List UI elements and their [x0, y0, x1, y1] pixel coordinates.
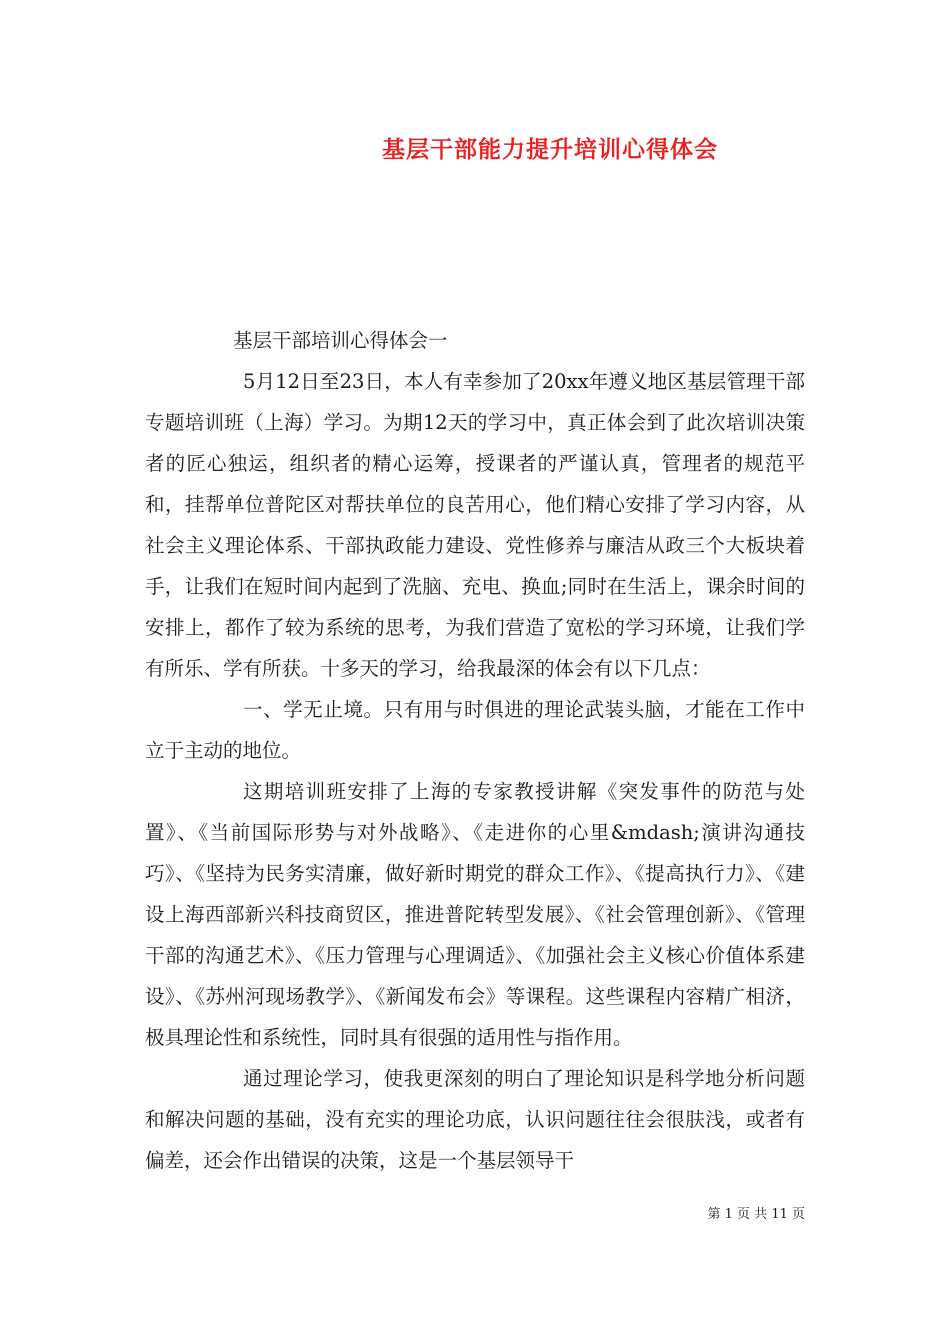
- body-paragraph: 一、学无止境。只有用与时俱进的理论武装头脑，才能在工作中立于主动的地位。: [145, 698, 805, 762]
- document-body: [145, 320, 805, 1181]
- section-subheading: 基层干部培训心得体会一: [233, 329, 448, 352]
- body-paragraph: 5月12日至23日，本人有幸参加了20xx年遵义地区基层管理干部专题培训班（上海）学习。为期12天的学习中，真正体会到了此次培训决策者的匠心独运，组织者的精心运筹，授课者的严谨认真，管理者的规范平和，挂帮单位普陀区对帮扶单位的良苦用心，他们精心安排了学习内容，从社会主义理论体系、干部执政能力建设、党性修养与廉洁从政三个大板块着手，让我们在短时间内起到了洗脑、充电、换血;同时在生活上，课余时间的安排上，都作了较为系统的思考，为我们营造了宽松的学习环境，让我们学有所乐、学有所获。十多天的学习，给我最深的体会有以下几点：: [145, 370, 805, 680]
- body-paragraph: 这期培训班安排了上海的专家教授讲解《突发事件的防范与处置》、《当前国际形势与对外战略》、《走进你的心里&mdash;演讲沟通技巧》、《坚持为民务实清廉，做好新时期党的群众工作》、《提高执行力》、《建设上海西部新兴科技商贸区，推进普陀转型发展》、《社会管理创新》、《管理干部的沟通艺术》、《压力管理与心理调适》、《加强社会主义核心价值体系建设》、《苏州河现场教学》、《新闻发布会》等课程。这些课程内容精广相济，极具理论性和系统性，同时具有很强的适用性与指作用。: [145, 780, 805, 1049]
- document-title: 基层干部能力提升培训心得体会: [382, 136, 718, 163]
- page-number: 第 1 页 共 11 页: [707, 1207, 805, 1222]
- body-paragraph: 通过理论学习，使我更深刻的明白了理论知识是科学地分析问题和解决问题的基础，没有充实的理论功底，认识问题往往会很肤浅，或者有偏差，还会作出错误的决策，这是一个基层领导干: [145, 1067, 805, 1172]
